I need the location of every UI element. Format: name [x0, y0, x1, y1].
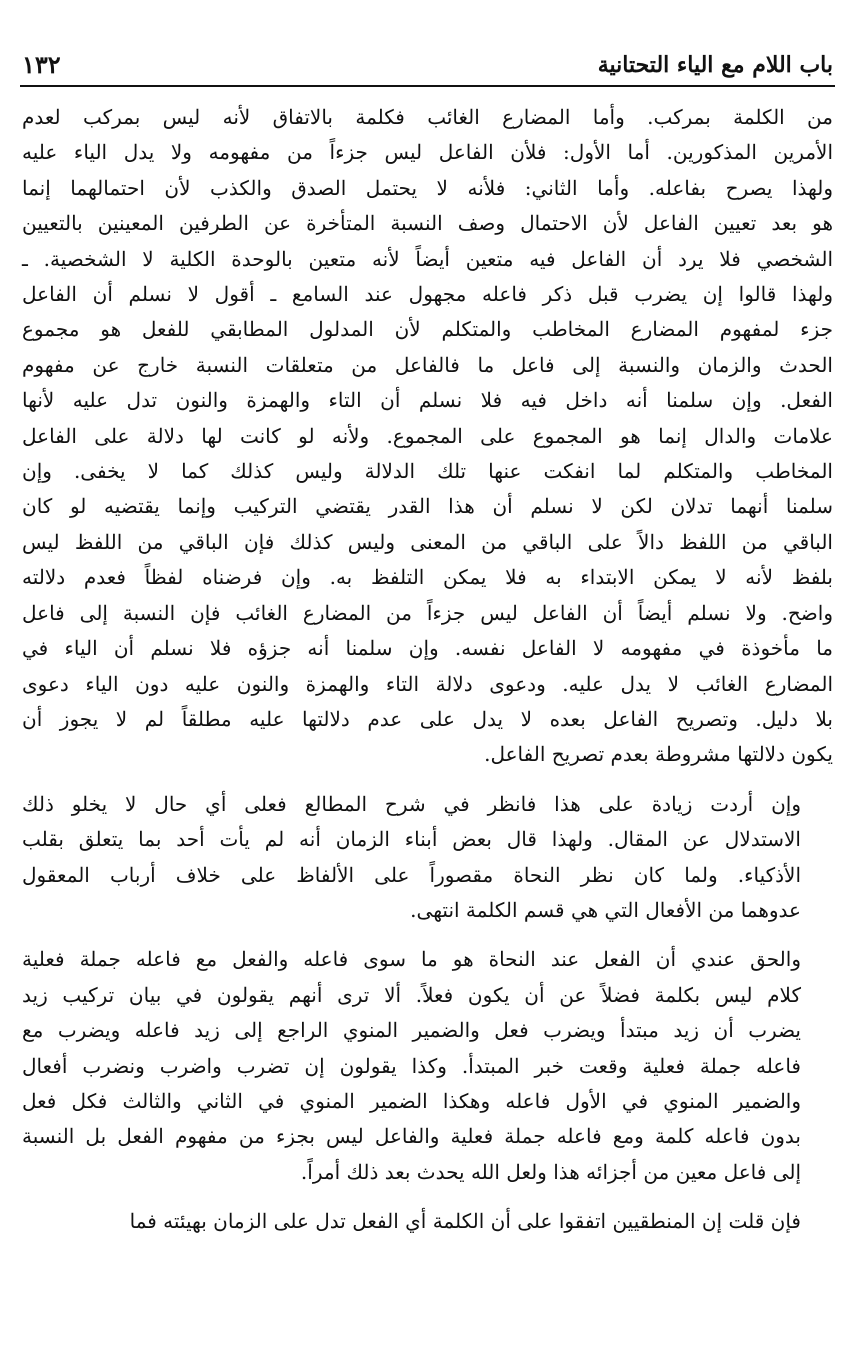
text-line: ولهذا قالوا إن يضرب قبل ذكر فاعله مجهول عند السامع ـ أقول لا نسلم أن الفاعل [22, 282, 833, 307]
text-line: المضارع الغائب لا يدل عليه. ودعوى دلالة التاء والهمزة والنون عليه دون الياء دعوى [22, 671, 833, 696]
paragraph [22, 1204, 833, 1239]
text-line: يكون دلالتها مشروطة بعدم تصريح الفاعل. [484, 742, 833, 767]
text-line: الباقي من اللفظ دالاً على الباقي من المعنى وليس كذلك فإن الباقي من اللفظ ليس [22, 529, 833, 554]
text-line: بلا دليل. وتصريح الفاعل بعده لا يدل على عدم دلالتها عليه مطلقاً لم لا يجوز أن [22, 706, 833, 731]
paragraph [22, 100, 833, 773]
header-rule [20, 85, 835, 87]
text-line: الشخصي فلا يرد أن الفاعل فيه متعين أيضاً لأنه متعين بالوحدة الكلية لا الشخصية. ـ [22, 246, 833, 271]
paragraph [22, 942, 833, 1190]
text-line: بلفظ لأنه لا يمكن الابتداء به فلا يمكن التلفظ به. وإن فرضناه لفظاً فعدم دلالته [22, 565, 833, 590]
text-line: من الكلمة بمركب. وأما المضارع الغائب فكلمة بالاتفاق لأنه ليس بمركب لعدم [22, 105, 833, 129]
paragraph [22, 787, 833, 929]
text-line: فإن قلت إن المنطقيين اتفقوا على أن الكلمة أي الفعل تدل على الزمان بهيئته فما [129, 1209, 801, 1234]
text-line: جزء لمفهوم المضارع المخاطب والمتكلم لأن المدلول المطابقي للفعل هو مجموع [22, 317, 833, 342]
text-line: علامات والدال إنما هو المجموع على المجموع. ولأنه لو كانت لها دلالة على الفاعل [22, 423, 833, 448]
text-line: الأذكياء. ولما كان نظر النحاة مقصوراً على الألفاظ على خلاف أرباب المعقول [22, 862, 801, 887]
page-header [22, 38, 833, 80]
text-line: والحق عندي أن الفعل عند النحاة هو ما سوى فاعله والفعل مع فاعله جملة فعلية [22, 947, 801, 972]
text-line: ولهذا يصرح بفاعله. وأما الثاني: فلأنه لا يحتمل الصدق والكذب لأن احتمالهما إنما [22, 175, 833, 200]
text-line: كلام ليس بكلمة فضلاً عن أن يكون فعلاً. ألا ترى أنهم يقولون في بيان تركيب زيد [22, 982, 801, 1007]
text-line: المخاطب والمتكلم لما انفكت عنها تلك الدلالة وليس كذلك كما لا يخفى. وإن [22, 459, 833, 484]
text-line: إلى فاعل معين من أجزائه هذا ولعل الله يحدث بعد ذلك أمراً. [300, 1159, 801, 1184]
text-line: الاستدلال عن المقال. ولهذا قال بعض أبناء الزمان أنه لم يأت أحد بما يتعلق بقلب [22, 827, 801, 852]
text-line: الأمرين المذكورين. أما الأول: فلأن الفاعل ليس جزءاً من مفهومه ولا يدل الياء عليه [22, 140, 833, 165]
page-number: ١٣٢ [22, 50, 61, 79]
text-line: وإن أردت زيادة على هذا فانظر في شرح المطالع فعلى أي حال لا يخلو ذلك [22, 791, 801, 816]
text-line: عدوهما من الأفعال التي هي قسم الكلمة انتهى. [410, 897, 801, 922]
body-text [22, 100, 833, 1240]
running-title: باب اللام مع الياء التحتانية [597, 52, 833, 78]
text-line: والضمير المنوي في الأول فاعله وهكذا الضمير المنوي في الثاني والثالث فكل فعل [22, 1088, 801, 1113]
text-line: الحدث والزمان والنسبة إلى فاعل ما فالفاعل من متعلقات النسبة خارج عن مفهوم [22, 352, 833, 377]
text-line: فاعله جملة فعلية وقعت خبر المبتدأ. وكذا يقولون إن تضرب واضرب ونضرب أفعال [22, 1053, 801, 1078]
text-line: الفعل. وإن سلمنا أنه داخل فيه فلا نسلم أن التاء والهمزة والنون تدل عليه لأنها [22, 388, 833, 413]
text-line: يضرب أن زيد مبتدأ ويضرب فعل والضمير المنوي الراجع إلى زيد فاعله ويضرب مع [22, 1018, 801, 1043]
text-line: سلمنا أنهما تدلان لكن لا نسلم أن هذا القدر يقتضي التركيب وإنما يقتضيه لو كان [22, 494, 833, 519]
text-line: ما مأخوذة في مفهومه لا الفاعل نفسه. وإن سلمنا أنه جزؤه فلا نسلم أن الياء في [22, 636, 833, 661]
text-line: واضح. ولا نسلم أيضاً أن الفاعل ليس جزءاً من المضارع الغائب فإن النسبة إلى فاعل [22, 600, 833, 625]
text-line: بدون فاعله كلمة ومع فاعله جملة فعلية والفاعل ليس بجزء من مفهوم الفعل بل النسبة [22, 1124, 801, 1149]
text-line: هو بعد تعيين الفاعل لأن الاحتمال وصف النسبة المتأخرة عن الطرفين المعينين بالتعيين [22, 211, 833, 236]
